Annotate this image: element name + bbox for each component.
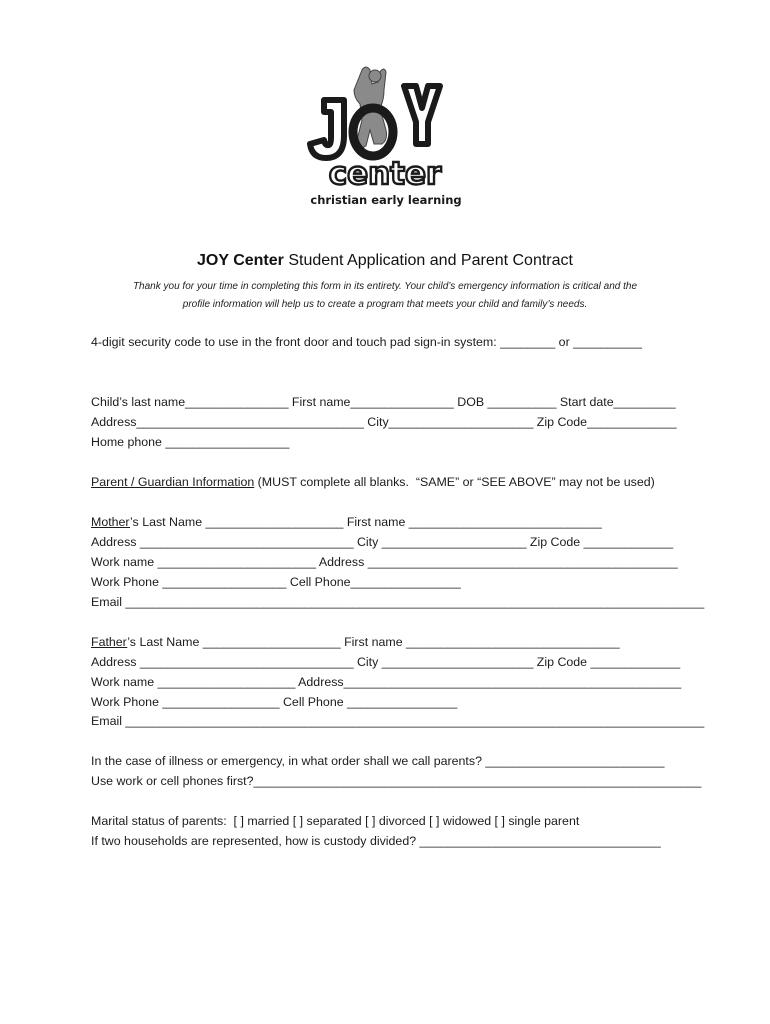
joy-center-logo [300,60,470,210]
father-label: Father [91,635,128,649]
father-phone-field[interactable]: Work Phone _________________ Cell Phone ________________ [91,695,458,709]
father-email-field[interactable]: Email ____________________________________________________________________________________ [91,714,705,728]
phone-preference-field[interactable]: Use work or cell phones first?_________________________________________________________________ [91,774,702,788]
intro-line-1: Thank you for your time in completing this form in its entirety. Your child’s emergency information is critical and the [132,281,638,292]
intro-text [70,278,700,314]
form-title [0,252,770,270]
logo-graphic [300,60,470,210]
custody-field[interactable]: If two households are represented, how is custody divided? ___________________________________ [91,834,661,848]
logo-tagline: christian early learning [310,193,462,207]
guardian-heading-label: Parent / Guardian Information [91,475,255,489]
guardian-info-heading [91,474,655,490]
child-home-phone-field[interactable]: Home phone __________________ [91,435,290,449]
mother-name-field[interactable] [91,514,602,530]
form-title-bold: JOY Center [197,252,284,269]
mother-email-field[interactable]: Email ____________________________________________________________________________________ [91,595,705,609]
mother-name-rest: ’s Last Name ____________________ First name ____________________________ [130,515,602,529]
father-name-rest: ’s Last Name ____________________ First name _______________________________ [127,635,620,649]
father-name-field[interactable] [91,634,620,650]
mother-address-field[interactable]: Address _______________________________ City _____________________ Zip Code _____________ [91,535,674,549]
child-name-dob-field[interactable]: Child’s last name_______________ First name_______________ DOB __________ Start date_________ [91,395,676,409]
child-address-field[interactable]: Address_________________________________ City_____________________ Zip Code_____________ [91,415,677,429]
mother-phone-field[interactable]: Work Phone __________________ Cell Phone________________ [91,575,461,589]
guardian-heading-note: (MUST complete all blanks. “SAME” or “SEE ABOVE” may not be used) [254,475,655,489]
mother-work-field[interactable]: Work name _______________________ Address _____________________________________________ [91,555,678,569]
father-address-field[interactable]: Address _______________________________ City ______________________ Zip Code _____________ [91,655,681,669]
father-work-field[interactable]: Work name ____________________ Address_________________________________________________ [91,675,682,689]
form-title-rest: Student Application and Parent Contract [283,252,573,269]
mother-label: Mother [91,515,131,529]
intro-line-2: profile information will help us to create a program that meets your child and family’s needs. [182,299,588,310]
security-code-field[interactable]: 4-digit security code to use in the front door and touch pad sign-in system: ________ or __________ [91,335,643,349]
call-order-field[interactable]: In the case of illness or emergency, in what order shall we call parents? __________________________ [91,754,665,768]
marital-status-field[interactable]: Marital status of parents: [ ] married [ ] separated [ ] divorced [ ] widowed [ ] single parent [91,814,580,828]
logo-center-word: center [328,156,442,192]
